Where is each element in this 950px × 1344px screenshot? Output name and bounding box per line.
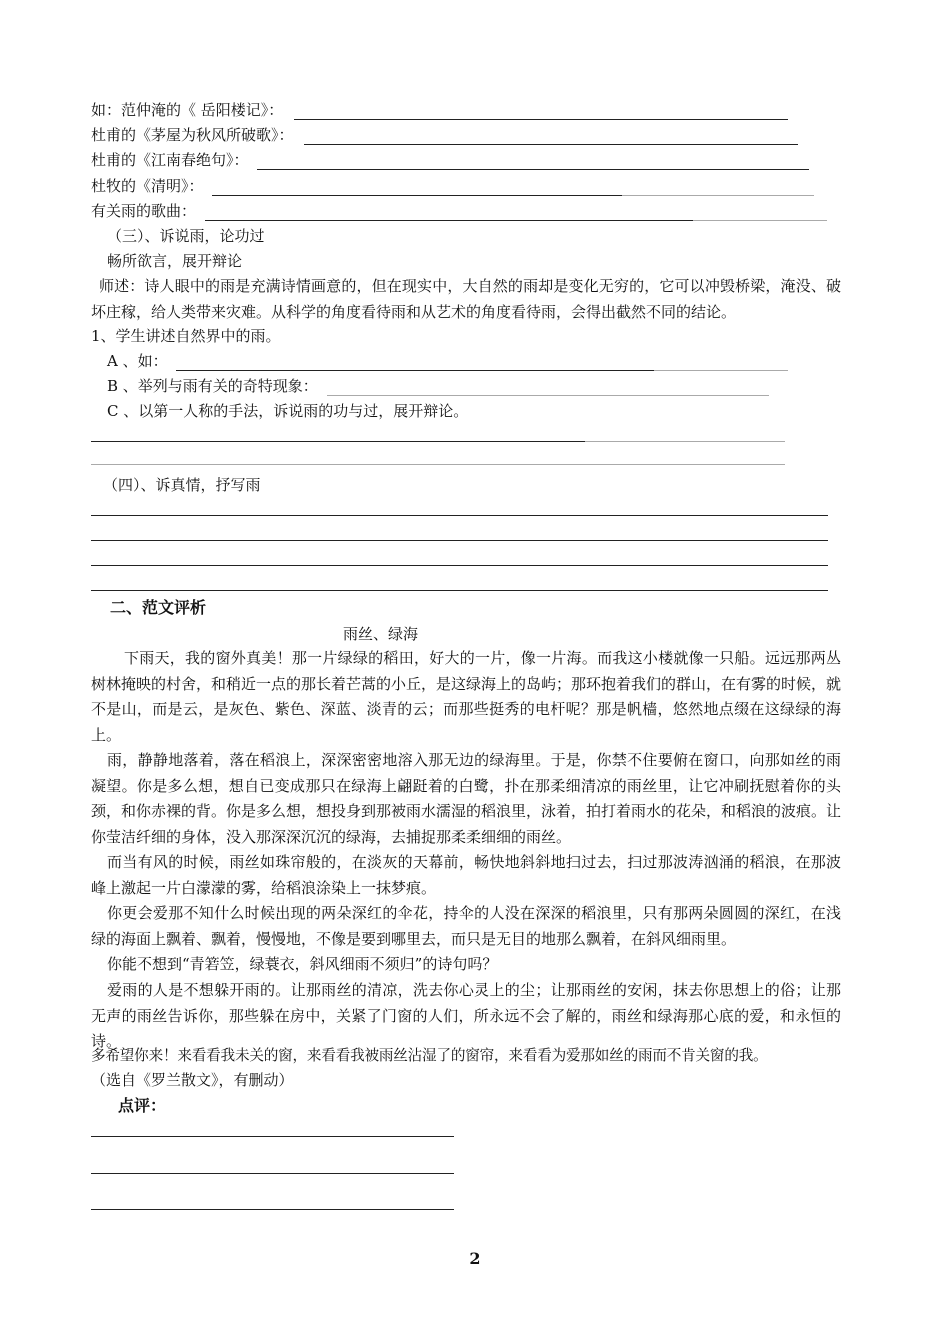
example-dufu2-label: 杜甫的《江南春绝句》： bbox=[91, 151, 249, 169]
section4-heading: （四）、诉真情，抒写雨 bbox=[103, 476, 261, 494]
writing-line[interactable] bbox=[91, 565, 828, 566]
answer-blank-ext bbox=[622, 181, 814, 196]
section3-heading: （三）、诉说雨，论功过 bbox=[107, 227, 265, 245]
answer-blank[interactable] bbox=[176, 356, 654, 371]
answer-blank[interactable] bbox=[205, 206, 693, 221]
answer-blank[interactable] bbox=[257, 155, 809, 170]
example-fan-label: 如：范仲淹的《 岳阳楼记》： bbox=[91, 101, 284, 119]
example-dufu2-line bbox=[91, 150, 809, 170]
answer-line[interactable] bbox=[91, 441, 585, 442]
comment-line[interactable] bbox=[91, 1209, 454, 1210]
example-song-label: 有关雨的歌曲： bbox=[91, 202, 197, 220]
answer-blank-ext bbox=[693, 206, 827, 221]
essay-paragraph-1: 下雨天，我的窗外真美！那一片绿绿的稻田，好大的一片，像一片海。而我这小楼就像一只船。远远那两丛树林掩映的村舍，和稍近一点的那长着芒蒿的小丘，是这绿海上的岛屿；那环抱着我们的群山，在有雾的时候，就不是山，而是云，是灰色、紫色、深蓝、淡青的云；而那些挺秀的电杆呢？那是帆樯，悠然地点缀在这绿绿的海上。 bbox=[91, 649, 842, 744]
comment-line[interactable] bbox=[91, 1136, 454, 1137]
essay-title: 雨丝、绿海 bbox=[343, 625, 419, 643]
essay-paragraph-3: 而当有风的时候，雨丝如珠帘般的，在淡灰的天幕前，畅快地斜斜地扫过去，扫过那波涛汹涌的稻浪，在那波峰上激起一片白濛濛的雾，给稻浪涂染上一抹梦痕。 bbox=[91, 853, 841, 897]
essay-paragraph-2: 雨，静静地落着，落在稻浪上，深深密密地溶入那无边的绿海里。于是，你禁不住要俯在窗口，向那如丝的雨凝望。你是多么想，想自已变成那只在绿海上翩跹着的白鹭，扑在那柔细清凉的雨丝里，让它冲刷抚慰着你的头颈，和你赤裸的背。你是多么想，想投身到那被雨水濡湿的稻浪里，泳着，拍打着雨水的花朵，和稻浪的波痕。让你莹洁纤细的身体，没入那深深沉沉的绿海，去捕捉那柔柔细细的雨丝。 bbox=[91, 751, 842, 846]
example-song-line bbox=[91, 201, 827, 221]
answer-blank[interactable] bbox=[327, 381, 769, 396]
example-dumu-line bbox=[91, 176, 814, 196]
example-dumu-label: 杜牧的《清明》： bbox=[91, 177, 204, 195]
essay-paragraph-5: 你能不想到“青箬笠，绿蓑衣，斜风细雨不须归”的诗句吗？ bbox=[107, 955, 498, 973]
answer-blank-ext bbox=[654, 356, 788, 371]
answer-blank[interactable] bbox=[294, 105, 788, 120]
example-fan-line bbox=[91, 100, 788, 120]
example-dufu1-line bbox=[91, 125, 798, 145]
comment-label: 点评： bbox=[118, 1096, 167, 1115]
teacher-narration: 师述：诗人眼中的雨是充满诗情画意的，但在现实中，大自然的雨却是变化无穷的，它可以冲毁桥梁，淹没、破坏庄稼，给人类带来灾难。从科学的角度看待雨和从艺术的角度看待雨，会得出截然不同的结论。 bbox=[91, 277, 841, 321]
answer-blank[interactable] bbox=[212, 181, 622, 196]
essay-paragraph-7: 多希望你来！来看看我未关的窗，来看看我被雨丝沾湿了的窗帘，来看看为爱那如丝的雨而不肯关窗的我。 bbox=[91, 1047, 768, 1064]
answer-line-thin[interactable] bbox=[91, 464, 785, 465]
item-a-label: A 、如： bbox=[107, 352, 168, 370]
comment-line[interactable] bbox=[91, 1173, 454, 1174]
item-c: C 、以第一人称的手法，诉说雨的功与过，展开辩论。 bbox=[107, 402, 469, 420]
essay-paragraph-6: 爱雨的人是不想躲开雨的。让那雨丝的清凉，洗去你心灵上的尘；让那雨丝的安闲，抹去你思想上的俗；让那无声的雨丝告诉你，那些躲在房中，关紧了门窗的人们，所永远不会了解的，雨丝和绿海那心底的爱，和永恒的诗。 bbox=[91, 981, 841, 1050]
item-a-line bbox=[107, 351, 788, 371]
item-b-label: B 、举列与雨有关的奇特现象： bbox=[107, 377, 318, 395]
item-b-line bbox=[107, 376, 769, 396]
section3-subheading: 畅所欲言，展开辩论 bbox=[107, 252, 243, 270]
essay-source: （选自《罗兰散文》，有删动） bbox=[91, 1071, 294, 1089]
writing-line[interactable] bbox=[91, 590, 828, 591]
essay-section-title: 二、范文评析 bbox=[110, 598, 207, 617]
item1: 1、学生讲述自然界中的雨。 bbox=[91, 327, 281, 345]
page-number: 2 bbox=[469, 1249, 481, 1268]
writing-line[interactable] bbox=[91, 515, 828, 516]
essay-paragraph-4: 你更会爱那不知什么时候出现的两朵深红的伞花，持伞的人没在深深的稻浪里，只有那两朵圆圆的深红，在浅绿的海面上飘着、飘着，慢慢地，不像是要到哪里去，而只是无目的地那么飘着，在斜风细雨里。 bbox=[91, 904, 841, 948]
example-dufu1-label: 杜甫的《茅屋为秋风所破歌》： bbox=[91, 126, 294, 144]
answer-line-ext bbox=[585, 441, 785, 442]
writing-line[interactable] bbox=[91, 540, 828, 541]
answer-blank[interactable] bbox=[304, 130, 798, 145]
